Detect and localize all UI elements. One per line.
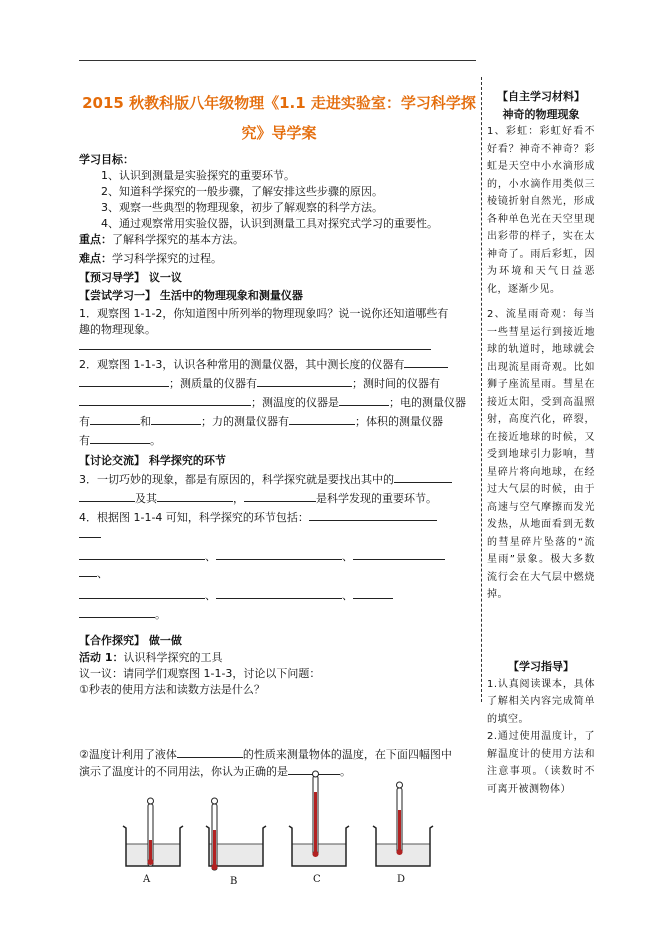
question-2-line-2 bbox=[79, 375, 474, 392]
answer-blank[interactable] bbox=[394, 471, 452, 483]
question-1-cont: 趣的物理现象。 bbox=[79, 323, 156, 336]
goals-heading: 学习目标： bbox=[79, 153, 134, 166]
answer-blank[interactable] bbox=[339, 394, 389, 406]
meteor-paragraph: 2、流星雨奇观：每当一些彗星运行到接近地球的轨道时，地球就会出现流星雨奇观。比如狮子座流星雨。彗星在接近太阳，受到高温照射，高度汽化，碎裂，在接近地球的时候，又受到地球引力影响，彗星碎片将向地球，在经过大气层的时候，由于高速与空气摩擦而发光发热，从地面看到无数的彗星碎片坠落的“流星雨”景象。极大多数流行会在大气层中燃烧掉。 bbox=[487, 309, 595, 600]
question-3-text: 3．一切巧妙的现象，都是有原因的，科学探究就是要找出其中的 bbox=[79, 473, 394, 486]
preview-heading: 【预习导学】 议一议 bbox=[79, 271, 182, 284]
rainbow-paragraph: 1、彩虹：彩虹好看不好看？神奇不神奇？彩虹是天空中小水滴形成的，小水滴作用类似三棱镜折射自然光，形成各种单色光在天空里现出彩带的样子，实在太神奇了。雨后彩虹，因为环境和天气日益恶化，逐渐少见。 bbox=[487, 126, 595, 295]
question-2-line-3 bbox=[79, 394, 474, 411]
activity-1 bbox=[79, 650, 474, 666]
guide-item-1: 1.认真阅读课本，具体了解相关内容完成简单的填空。 bbox=[487, 678, 595, 725]
separator: 、 bbox=[342, 550, 353, 563]
document-title-line-2: 究》导学案 bbox=[241, 124, 317, 142]
question-4-line-3 bbox=[79, 548, 474, 565]
difficulty-label: 难点： bbox=[79, 252, 112, 265]
question-2 bbox=[79, 356, 474, 373]
answer-blank[interactable] bbox=[79, 587, 205, 599]
answer-blank[interactable] bbox=[79, 526, 101, 538]
guide-panel bbox=[487, 658, 595, 798]
discussion-heading: 【讨论交流】 科学探究的环节 bbox=[79, 454, 226, 467]
sidebar-divider bbox=[481, 77, 482, 702]
answer-line bbox=[79, 338, 474, 350]
self-study-heading: 【自主学习材料】 bbox=[497, 90, 585, 103]
separator: 、 bbox=[205, 550, 216, 563]
question-2-text: ；测时间的仪器有 bbox=[352, 377, 440, 390]
key-text: 了解科学探究的基本方法。 bbox=[112, 233, 244, 246]
question-2-text: 有 bbox=[79, 434, 90, 447]
figure-label-a: A bbox=[143, 874, 151, 885]
answer-blank[interactable] bbox=[79, 565, 97, 577]
goal-item: 1、认识到测量是实验探究的重要环节。 bbox=[101, 169, 295, 182]
sub-question-2-text: 演示了温度计的不同用法，你认为正确的是 bbox=[79, 765, 288, 778]
figure-d-beaker bbox=[372, 780, 434, 880]
separator: 、 bbox=[342, 589, 353, 602]
difficulty-text: 学习科学探究的过程。 bbox=[112, 252, 222, 265]
answer-blank[interactable] bbox=[90, 432, 150, 444]
question-4-line-5 bbox=[79, 587, 474, 604]
answer-blank[interactable] bbox=[90, 413, 140, 425]
separator: 。 bbox=[155, 608, 166, 621]
sub-question-2-text: ②温度计利用了液体 bbox=[79, 748, 177, 761]
answer-blank[interactable] bbox=[79, 338, 431, 350]
question-2-line-5 bbox=[79, 432, 474, 449]
main-column bbox=[79, 152, 474, 780]
question-3-text: ， bbox=[233, 492, 244, 505]
guide-item-2: 2.通过使用温度计，了解温度计的使用方法和注意事项。（读数时不可离开被测物体） bbox=[487, 731, 595, 795]
separator: 、 bbox=[205, 589, 216, 602]
answer-blank[interactable] bbox=[216, 548, 342, 560]
discussion-line: 议一议：请同学们观察图 1-1-3，讨论以下问题： bbox=[79, 667, 321, 680]
answer-blank[interactable] bbox=[404, 356, 448, 368]
answer-blank[interactable] bbox=[79, 375, 169, 387]
question-3-line-2 bbox=[79, 490, 474, 507]
difficulty-point bbox=[79, 251, 474, 267]
answer-blank[interactable] bbox=[79, 490, 135, 502]
question-4-line-2 bbox=[79, 526, 474, 543]
question-2-text: ；电的测量仪器 bbox=[389, 396, 466, 409]
sub-question-2-text: 。 bbox=[340, 765, 351, 778]
question-2-text: ；体积的测量仪器 bbox=[355, 415, 443, 428]
sub-question-2-text: 的性质来测量物体的温度，在下面四幅图中 bbox=[242, 748, 452, 761]
answer-blank[interactable] bbox=[353, 548, 445, 560]
figure-label-b: B bbox=[230, 876, 238, 887]
answer-blank[interactable] bbox=[216, 587, 342, 599]
question-2-text: ；测温度的仪器是 bbox=[251, 396, 339, 409]
separator: 、 bbox=[97, 567, 108, 580]
question-2-text: ；测质量的仪器有 bbox=[169, 377, 257, 390]
figure-label-c: C bbox=[313, 874, 321, 885]
figure-label-d: D bbox=[397, 874, 406, 885]
try-learning-heading: 【尝试学习一】 生活中的物理现象和测量仪器 bbox=[79, 289, 303, 302]
question-2-text: ；力的测量仪器有 bbox=[201, 415, 289, 428]
goal-item: 4、通过观察常用实验仪器，认识到测量工具对探究式学习的重要性。 bbox=[101, 217, 438, 230]
figure-a-beaker bbox=[122, 792, 184, 892]
answer-blank[interactable] bbox=[244, 490, 316, 502]
goal-item: 2、知道科学探究的一般步骤，了解安排这些步骤的原因。 bbox=[101, 185, 383, 198]
answer-blank[interactable] bbox=[79, 548, 205, 560]
question-3-text: 及其 bbox=[135, 492, 157, 505]
activity-text: 认识科学探究的工具 bbox=[123, 651, 223, 664]
guide-heading: 【学习指导】 bbox=[508, 660, 574, 673]
question-4 bbox=[79, 509, 474, 526]
key-point bbox=[79, 232, 474, 248]
answer-blank[interactable] bbox=[289, 413, 355, 425]
sub-question-2 bbox=[79, 746, 474, 763]
question-2-text: 和 bbox=[140, 415, 151, 428]
answer-blank[interactable] bbox=[353, 587, 393, 599]
question-2-text: 有 bbox=[79, 415, 90, 428]
sub-question-2-line-2 bbox=[79, 763, 474, 780]
question-2-text: 2．观察图 1-1-3，认识各种常用的测量仪器，其中测长度的仪器有 bbox=[79, 358, 405, 371]
self-study-panel bbox=[487, 88, 595, 604]
question-3-text: 是科学发现的重要环节。 bbox=[316, 492, 437, 505]
question-2-line-4 bbox=[79, 413, 474, 430]
answer-blank[interactable] bbox=[257, 375, 352, 387]
question-4-line-6 bbox=[79, 606, 474, 623]
goal-item: 3、观察一些典型的物理现象，初步了解观察的科学方法。 bbox=[101, 201, 383, 214]
question-2-text: 。 bbox=[150, 434, 161, 447]
answer-blank[interactable] bbox=[79, 606, 155, 618]
answer-blank[interactable] bbox=[177, 746, 243, 758]
document-title-line-1: 2015 秋教科版八年级物理《1.1 走进实验室：学习科学探 bbox=[82, 94, 476, 112]
cooperation-heading: 【合作探究】 做一做 bbox=[79, 634, 182, 647]
header-rule bbox=[79, 60, 476, 61]
answer-blank[interactable] bbox=[309, 509, 437, 521]
figure-c-beaker bbox=[288, 770, 350, 880]
answer-blank[interactable] bbox=[157, 490, 233, 502]
answer-blank[interactable] bbox=[79, 394, 251, 406]
question-4-line-4 bbox=[79, 565, 474, 582]
sub-question-1: ①秒表的使用方法和读数方法是什么？ bbox=[79, 683, 265, 696]
activity-label: 活动 1： bbox=[79, 651, 124, 664]
key-label: 重点： bbox=[79, 233, 112, 246]
answer-blank[interactable] bbox=[151, 413, 201, 425]
self-study-subheading: 神奇的物理现象 bbox=[502, 107, 580, 121]
question-4-text: 4．根据图 1-1-4 可知，科学探究的环节包括： bbox=[79, 511, 309, 524]
question-3 bbox=[79, 471, 474, 488]
question-1: 1．观察图 1-1-2，你知道图中所列举的物理现象吗？说一说你还知道哪些有 bbox=[79, 307, 449, 320]
